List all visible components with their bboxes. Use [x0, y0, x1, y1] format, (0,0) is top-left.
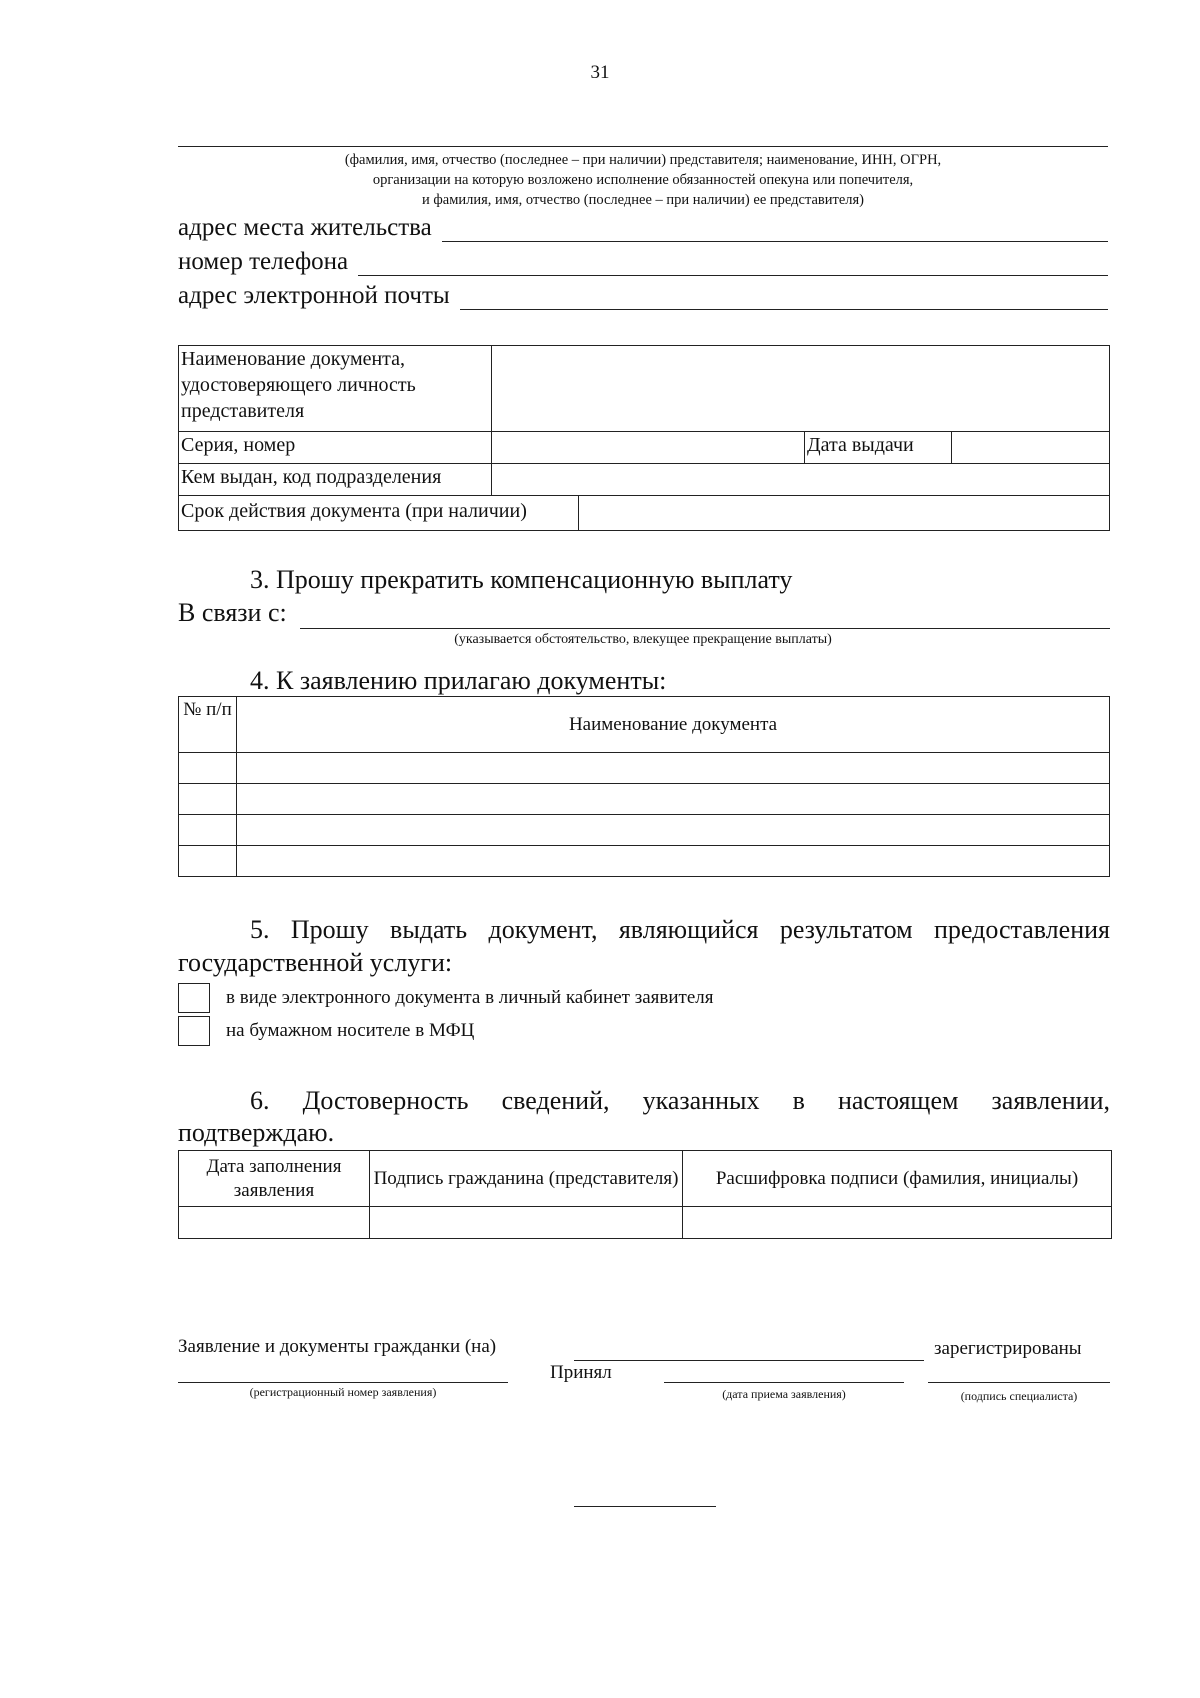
row-name-cell[interactable]: [237, 815, 1110, 846]
issue-date-cell[interactable]: [952, 432, 1110, 464]
signature-cell[interactable]: [370, 1207, 683, 1239]
row-number-cell[interactable]: [179, 815, 237, 846]
table-row: [179, 753, 1110, 784]
hint-line-3: и фамилия, имя, отчество (последнее – при наличии) ее представителя): [421, 192, 865, 208]
reason-hint: (указывается обстоятельство, влекущее прекращение выплаты): [454, 632, 832, 647]
row-number-cell[interactable]: [179, 753, 237, 784]
checkbox-electronic[interactable]: [178, 983, 210, 1013]
date-cell[interactable]: [179, 1207, 370, 1239]
signature-table: [178, 1150, 1112, 1239]
col-signature-header: Подпись гражданина (представителя): [370, 1151, 683, 1207]
date-hint: (дата приема заявления): [722, 1387, 846, 1401]
option-electronic[interactable]: [178, 983, 714, 1013]
validity-label: Срок действия документа (при наличии): [179, 496, 579, 530]
table-row: [179, 784, 1110, 815]
accept-date-line[interactable]: [664, 1382, 904, 1383]
row-name-cell[interactable]: [237, 784, 1110, 815]
col-decoding-header: Расшифровка подписи (фамилия, инициалы): [683, 1151, 1112, 1207]
option-paper-label: на бумажном носителе в МФЦ: [226, 1020, 475, 1041]
doc-name-label: Наименование документа, удостоверяющего личность представителя: [179, 346, 492, 432]
accepted-text: Принял: [550, 1362, 612, 1383]
section-6-title: 6. Достоверность сведений, указанных в настоящем заявлении,: [250, 1086, 1110, 1115]
applicant-name-line[interactable]: [574, 1360, 924, 1361]
in-connection-label: В связи с:: [178, 598, 287, 627]
section-6-title-cont: подтверждаю.: [178, 1118, 335, 1147]
col-date-header: Дата заполнения заявления: [179, 1151, 370, 1207]
attachments-table: [178, 696, 1110, 877]
statement-text: Заявление и документы гражданки (на): [178, 1336, 497, 1357]
doc-name-cell[interactable]: [492, 346, 1110, 432]
email-field[interactable]: [178, 278, 1108, 310]
checkbox-paper[interactable]: [178, 1016, 210, 1046]
col-name-header: Наименование документа: [237, 697, 1110, 753]
row-number-cell[interactable]: [179, 784, 237, 815]
col-number-header: № п/п: [179, 697, 237, 753]
phone-blank[interactable]: [358, 253, 1108, 276]
page-number: 31: [590, 62, 610, 83]
hint-line-2: организации на которую возложено исполнение обязанностей опекуна или попечителя,: [372, 172, 914, 188]
representative-line: [178, 146, 1108, 147]
id-document-table: [178, 345, 1110, 531]
table-row: [179, 815, 1110, 846]
email-blank[interactable]: [460, 287, 1108, 310]
email-label: адрес электронной почты: [178, 282, 450, 309]
option-electronic-label: в виде электронного документа в личный кабинет заявителя: [226, 987, 714, 1008]
table-row: [179, 846, 1110, 877]
hint-line-1: (фамилия, имя, отчество (последнее – при наличии) представителя; наименование, ИНН, ОГРН,: [344, 152, 942, 168]
option-paper[interactable]: [178, 1016, 474, 1046]
phone-label: номер телефона: [178, 248, 349, 275]
validity-cell[interactable]: [579, 496, 1109, 530]
reg-number-hint: (регистрационный номер заявления): [249, 1385, 437, 1399]
phone-field[interactable]: [178, 244, 1108, 276]
address-blank[interactable]: [442, 219, 1108, 242]
section-5-title-cont: государственной услуги:: [178, 948, 453, 977]
row-number-cell[interactable]: [179, 846, 237, 877]
section-4-title: 4. К заявлению прилагаю документы:: [250, 666, 667, 695]
issued-by-label: Кем выдан, код подразделения: [179, 464, 492, 496]
issued-by-cell[interactable]: [492, 464, 1110, 496]
address-field[interactable]: [178, 210, 1108, 242]
representative-hint: [178, 150, 1108, 210]
series-number-label: Серия, номер: [179, 432, 492, 464]
series-number-cell[interactable]: [492, 432, 805, 464]
section-3-title: 3. Прошу прекратить компенсационную выплату: [250, 565, 793, 594]
row-name-cell[interactable]: [237, 846, 1110, 877]
section-5-title: 5. Прошу выдать документ, являющийся результатом предоставления: [250, 915, 1110, 944]
row-name-cell[interactable]: [237, 753, 1110, 784]
address-label: адрес места жительства: [178, 214, 432, 241]
closing-line: [574, 1506, 716, 1507]
signature-hint: (подпись специалиста): [960, 1389, 1078, 1403]
reason-line[interactable]: [300, 628, 1110, 629]
issue-date-label: Дата выдачи: [805, 432, 952, 464]
registered-text: зарегистрированы: [934, 1338, 1082, 1359]
decoding-cell[interactable]: [683, 1207, 1112, 1239]
reg-number-line[interactable]: [178, 1382, 508, 1383]
specialist-signature-line[interactable]: [928, 1382, 1110, 1383]
validity-row: [179, 496, 1110, 531]
